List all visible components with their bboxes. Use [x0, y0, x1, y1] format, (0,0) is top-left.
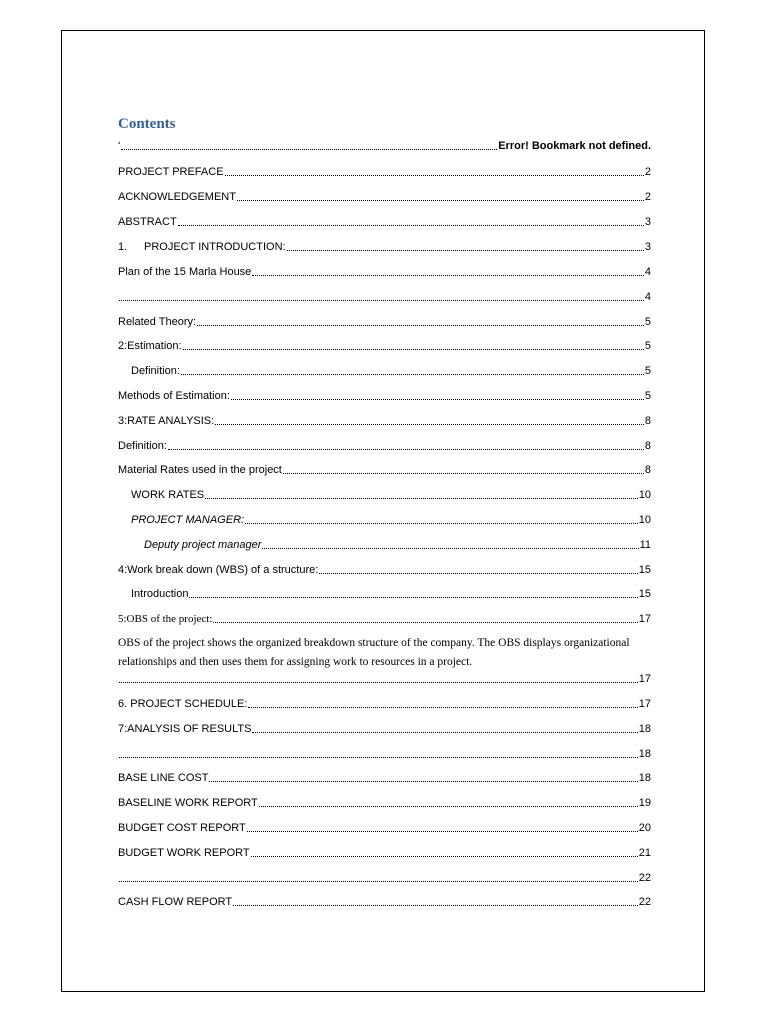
toc-leader: [245, 523, 638, 524]
toc-entry-page: 15: [638, 564, 651, 576]
toc-leader: [237, 200, 644, 201]
toc-entry-label: BUDGET WORK REPORT: [118, 847, 250, 859]
toc-entry-page: 3: [644, 241, 651, 253]
toc-leader: [259, 806, 638, 807]
toc-entry-page: 17: [638, 698, 651, 710]
obs-paragraph: OBS of the project shows the organized breakdown structure of the company. The OBS displays organizational relationships and then uses them for assigning work to resources in a project.: [118, 637, 630, 668]
toc-entry-page: 20: [638, 822, 651, 834]
contents-heading: Contents: [118, 116, 176, 132]
toc-leader: [247, 831, 638, 832]
toc-leader: [252, 732, 637, 733]
toc-entry-page: 4: [644, 266, 651, 278]
toc-entry-label: Definition:: [131, 365, 180, 377]
toc-entry-page: 17: [638, 673, 651, 685]
toc-entry-label: ABSTRACT: [118, 216, 177, 228]
toc-leader: [215, 424, 644, 425]
toc-entry[interactable]: [118, 538, 651, 552]
toc-entry[interactable]: [118, 488, 651, 502]
toc-entry-label: 7:ANALYSIS OF RESULTS: [118, 723, 252, 735]
toc-entry-label: 5:OBS of the project:: [118, 613, 213, 625]
toc-entry-label: 2:Estimation:: [118, 340, 182, 352]
toc-entry-label: PROJECT MANAGER:: [131, 514, 245, 526]
toc-entry[interactable]: [118, 846, 651, 860]
toc-leader: [319, 573, 637, 574]
toc-entry-page: 19: [638, 797, 651, 809]
toc-entry-page: 5: [644, 340, 651, 352]
toc-entry-page: 5: [644, 316, 651, 328]
toc-entry-page: 5: [644, 390, 651, 402]
toc-entry-page: 3: [644, 216, 651, 228]
toc-leader: [189, 597, 637, 598]
toc-leader: [119, 881, 638, 882]
toc-entry[interactable]: [118, 463, 651, 477]
toc-leader: [181, 374, 644, 375]
toc-entry-page: 18: [638, 772, 651, 784]
toc-entry-label: Definition:: [118, 440, 167, 452]
toc-leader: [233, 905, 638, 906]
toc-entry-label: [118, 240, 286, 254]
toc-entry-number: 1.: [118, 241, 128, 253]
toc-entry-page: 2: [644, 166, 651, 178]
toc-entry[interactable]: [118, 722, 651, 736]
toc-entry-label: ‘: [118, 140, 121, 152]
toc-entry-page: 8: [644, 415, 651, 427]
toc-entry-label: BASE LINE COST: [118, 772, 209, 784]
toc-entry-page: 10: [638, 514, 651, 526]
toc-entry-label: 4:Work break down (WBS) of a structure:: [118, 564, 319, 576]
toc-entry[interactable]: [118, 895, 651, 909]
toc-leader: [197, 325, 644, 326]
toc-entry-label: Methods of Estimation:: [118, 390, 230, 402]
toc-entry[interactable]: [118, 439, 651, 453]
toc-leader: [225, 175, 644, 176]
toc-entry-page: 8: [644, 440, 651, 452]
toc-entry-label: 3:RATE ANALYSIS:: [118, 415, 215, 427]
toc-leader: [168, 449, 644, 450]
toc-entry-page: 22: [638, 872, 651, 884]
toc-entry[interactable]: [118, 290, 651, 304]
toc-entry[interactable]: [118, 771, 651, 785]
toc-entry[interactable]: [118, 364, 651, 378]
toc-entry-page: 10: [638, 489, 651, 501]
toc-entry-label: Introduction: [131, 588, 189, 600]
toc-leader: [252, 275, 644, 276]
toc-leader: [209, 781, 637, 782]
toc-entry[interactable]: [118, 389, 651, 403]
toc-leader: [213, 622, 637, 623]
toc-entry-label: PROJECT PREFACE: [118, 166, 224, 178]
toc-leader: [119, 682, 638, 683]
toc-entry-page: 2: [644, 191, 651, 203]
toc-entry[interactable]: [118, 414, 651, 428]
toc-entry-page: 4: [644, 291, 651, 303]
toc-entry[interactable]: [118, 821, 651, 835]
toc-entry[interactable]: [118, 315, 651, 329]
toc-entry[interactable]: [118, 139, 651, 153]
toc-entry-label: CASH FLOW REPORT: [118, 896, 233, 908]
toc-entry-page: 18: [638, 723, 651, 735]
toc-entry[interactable]: [118, 747, 651, 761]
toc-entry[interactable]: [118, 672, 651, 686]
toc-leader: [119, 300, 644, 301]
toc-entry[interactable]: [118, 563, 651, 577]
toc-leader: [205, 498, 638, 499]
toc-entry[interactable]: [118, 612, 651, 626]
toc-entry[interactable]: [118, 240, 651, 254]
toc-entry[interactable]: [118, 265, 651, 279]
toc-entry-label: Related Theory:: [118, 316, 197, 328]
toc-entry-page: 22: [638, 896, 651, 908]
toc-entry-page: 21: [638, 847, 651, 859]
toc-leader: [231, 399, 644, 400]
toc-leader: [248, 707, 637, 708]
toc-entry-page: 5: [644, 365, 651, 377]
toc-entry-label: BUDGET COST REPORT: [118, 822, 246, 834]
toc-entry-page: 18: [638, 748, 651, 760]
toc-entry-page: 11: [639, 539, 651, 551]
toc-entry-label: Deputy project manager: [144, 539, 262, 551]
toc-entry[interactable]: [118, 697, 651, 711]
toc-entry-page: 17: [638, 613, 651, 625]
toc-entry-label: WORK RATES: [131, 489, 205, 501]
toc-entry-page: 8: [644, 464, 651, 476]
toc-entry[interactable]: [118, 339, 651, 353]
toc-entry[interactable]: [118, 215, 651, 229]
toc-entry-page: Error! Bookmark not defined.: [498, 140, 651, 152]
toc-leader: [178, 225, 644, 226]
toc-leader: [283, 473, 644, 474]
toc-entry-page: 15: [638, 588, 651, 600]
toc-entry[interactable]: [118, 587, 651, 601]
toc-entry-label: 6. PROJECT SCHEDULE:: [118, 698, 248, 710]
toc-leader: [251, 856, 638, 857]
toc-entry[interactable]: [118, 796, 651, 810]
toc-entry-text: PROJECT INTRODUCTION:: [144, 241, 286, 253]
toc-entry[interactable]: [118, 871, 651, 885]
toc-leader: [262, 548, 638, 549]
toc-leader: [183, 349, 644, 350]
toc-entry-label: ACKNOWLEDGEMENT: [118, 191, 236, 203]
toc-entry-label: Plan of the 15 Marla House: [118, 266, 252, 278]
toc-leader: [287, 250, 644, 251]
toc-leader: [119, 757, 638, 758]
toc-entry[interactable]: [118, 513, 651, 527]
toc-leader: [121, 149, 497, 150]
toc-entry-label: BASELINE WORK REPORT: [118, 797, 258, 809]
toc-entry-label: Material Rates used in the project: [118, 464, 282, 476]
toc-entry[interactable]: [118, 190, 651, 204]
toc-entry[interactable]: [118, 165, 651, 179]
